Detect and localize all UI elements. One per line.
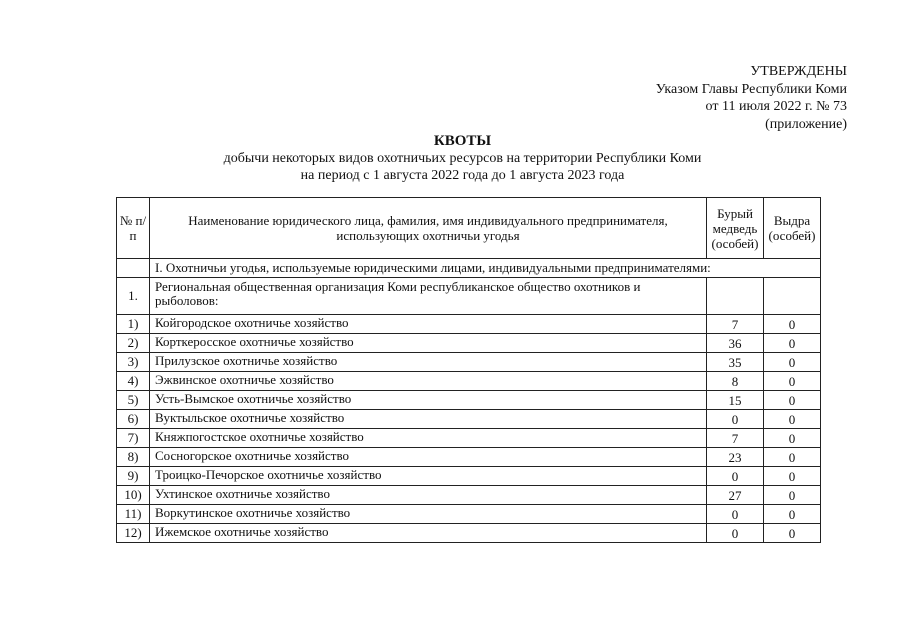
section-row [117,259,821,278]
row-name: Вуктыльское охотничье хозяйство [150,410,707,429]
table-row [117,372,821,391]
table-row [117,315,821,334]
table-header-row [117,198,821,259]
approval-line-appendix: (приложение) [765,116,847,132]
document-title: КВОТЫ [433,133,492,149]
row-num: 2) [117,334,150,353]
row-otter: 0 [764,467,821,486]
row-name: Эжвинское охотничье хозяйство [150,372,707,391]
row-name: Княжпогостское охотничье хозяйство [150,429,707,448]
table-row [117,391,821,410]
row-brown-bear: 0 [707,467,764,486]
row-brown-bear: 7 [707,315,764,334]
row-otter: 0 [764,486,821,505]
row-brown-bear: 36 [707,334,764,353]
table-row [117,505,821,524]
row-brown-bear: 0 [707,410,764,429]
approval-stamp [656,63,847,133]
row-num: 4) [117,372,150,391]
header-name: Наименование юридического лица, фамилия, имя индивидуального предпринимателя, использующих охотничьи угодья [150,198,707,259]
table-row [117,524,821,543]
row-otter: 0 [764,524,821,543]
row-name: Ухтинское охотничье хозяйство [150,486,707,505]
approval-line-approved: УТВЕРЖДЕНЫ [750,64,847,79]
section-title: I. Охотничьи угодья, используемые юридическими лицами, индивидуальными предпринимателями: [150,259,821,278]
row-name: Усть-Вымское охотничье хозяйство [150,391,707,410]
org-num: 1. [117,278,150,315]
row-name: Сосногорское охотничье хозяйство [150,448,707,467]
row-name: Корткеросское охотничье хозяйство [150,334,707,353]
row-name: Троицко-Печорское охотничье хозяйство [150,467,707,486]
table-row [117,353,821,372]
table-row [117,467,821,486]
header-brown-bear: Бурый медведь (особей) [707,198,764,259]
document-subtitle-2: на период с 1 августа 2022 года до 1 августа 2023 года [300,168,625,183]
row-num: 3) [117,353,150,372]
row-name: Воркутинское охотничье хозяйство [150,505,707,524]
quota-table [116,197,821,543]
row-otter: 0 [764,353,821,372]
row-brown-bear: 7 [707,429,764,448]
row-name: Ижемское охотничье хозяйство [150,524,707,543]
approval-line-date: от 11 июля 2022 г. № 73 [705,99,847,114]
row-otter: 0 [764,505,821,524]
row-num: 12) [117,524,150,543]
approval-line-decree: Указом Главы Республики Коми [655,81,847,97]
row-num: 6) [117,410,150,429]
row-name: Прилузское охотничье хозяйство [150,353,707,372]
row-brown-bear: 0 [707,505,764,524]
header-num: № п/п [117,198,150,259]
row-num: 7) [117,429,150,448]
row-otter: 0 [764,391,821,410]
row-num: 9) [117,467,150,486]
row-brown-bear: 27 [707,486,764,505]
row-num: 8) [117,448,150,467]
document-subtitle-1: добычи некоторых видов охотничьих ресурсов на территории Республики Коми [223,151,702,166]
row-num: 5) [117,391,150,410]
org-name: Региональная общественная организация Коми республиканское общество охотников и рыболовов: [150,278,707,315]
organization-row [117,278,821,315]
row-num: 11) [117,505,150,524]
table-row [117,429,821,448]
row-otter: 0 [764,334,821,353]
table-row [117,448,821,467]
row-num: 10) [117,486,150,505]
row-brown-bear: 8 [707,372,764,391]
row-otter: 0 [764,448,821,467]
table-row [117,334,821,353]
table-row [117,410,821,429]
row-name: Койгородское охотничье хозяйство [150,315,707,334]
row-brown-bear: 35 [707,353,764,372]
header-otter: Выдра (особей) [764,198,821,259]
row-otter: 0 [764,372,821,391]
row-brown-bear: 15 [707,391,764,410]
document-heading [0,132,905,184]
row-otter: 0 [764,410,821,429]
row-num: 1) [117,315,150,334]
row-brown-bear: 0 [707,524,764,543]
row-otter: 0 [764,429,821,448]
row-brown-bear: 23 [707,448,764,467]
table-row [117,486,821,505]
row-otter: 0 [764,315,821,334]
